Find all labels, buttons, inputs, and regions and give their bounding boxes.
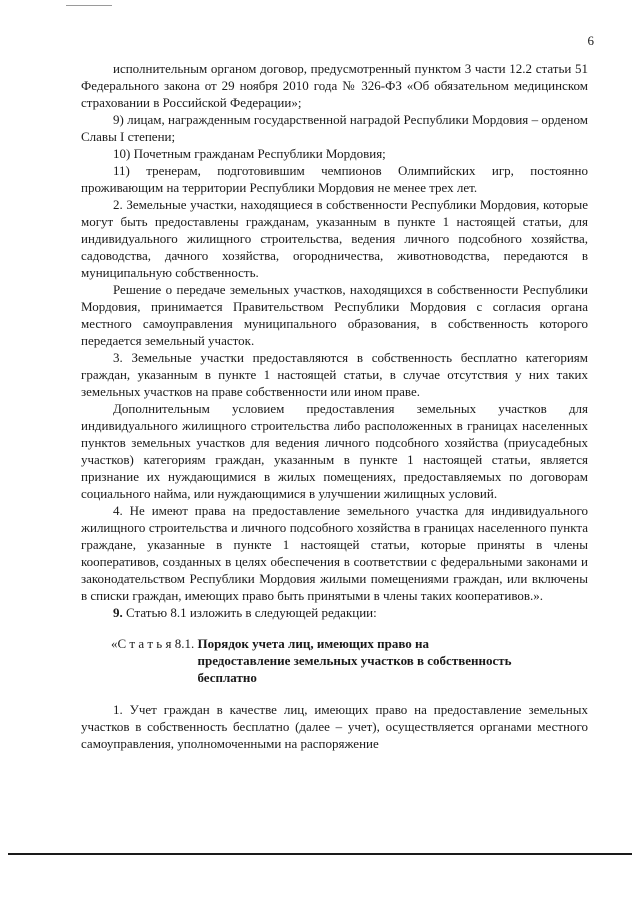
article-prefix: «С т а т ь я 8.1. xyxy=(111,636,198,651)
article-heading xyxy=(81,635,588,686)
paragraph-article-point-1: 1. Учет граждан в качестве лиц, имеющих право на предоставление земельных участков в собственность бесплатно (далее – учет), осуществляется органами местного самоуправления, уполномоченными на распоряжение xyxy=(81,702,588,751)
scan-artifact-bottom-line xyxy=(8,853,632,855)
amendment-number: 9. xyxy=(113,605,123,620)
paragraph-point-3: 3. Земельные участки предоставляются в собственность бесплатно категориям граждан, указанным в пункте 1 настоящей статьи, в случае отсутствия у них таких земельных участков на праве собственности или ином праве. xyxy=(81,350,588,399)
paragraph-item-9: 9) лицам, награжденным государственной наградой Республики Мордовия – орденом Славы I степени; xyxy=(81,112,588,144)
article-title-line: предоставление земельных участков в собственность xyxy=(197,653,512,668)
article-title-line: бесплатно xyxy=(197,670,257,685)
paragraph-continuation: исполнительным органом договор, предусмотренный пунктом 3 части 12.2 статьи 51 Федерального закона от 29 ноября 2010 года № 326-ФЗ «Об обязательном медицинском страховании в Российской Федерации»; xyxy=(81,61,588,110)
page-number: 6 xyxy=(587,33,594,48)
paragraph-item-11: 11) тренерам, подготовившим чемпионов Олимпийских игр, постоянно проживающим на территории Республики Мордовия не менее трех лет. xyxy=(81,163,588,195)
paragraph-item-10: 10) Почетным гражданам Республики Мордовия; xyxy=(113,146,386,161)
amendment-instruction xyxy=(81,604,588,621)
article-title xyxy=(197,635,588,686)
paragraph-transfer-decision: Решение о передаче земельных участков, находящихся в собственности Республики Мордовия, принимается Правительством Республики Мордовия с согласия органа местного самоуправления муниципального образования, в собственность которого передается земельный участок. xyxy=(81,282,588,348)
scan-artifact-top-line xyxy=(66,5,112,6)
paragraph-additional-condition: Дополнительным условием предоставления земельных участков для индивидуального жилищного строительства либо расположенных в границах населенных пунктов земельных участков для ведения личного подсобного хозяйства (приусадебных участков) категориям граждан, указанным в пункте 1 настоящей статьи, является признание их нуждающимися в жилых помещениях, предоставляемых по договорам социального найма, или нуждающимися в улучшении жилищных условий. xyxy=(81,401,588,501)
amendment-text: Статью 8.1 изложить в следующей редакции: xyxy=(122,605,377,620)
paragraph-point-2: 2. Земельные участки, находящиеся в собственности Республики Мордовия, которые могут быть предоставлены гражданам, указанным в пункте 1 настоящей статьи, для индивидуального жилищного строительства, ведения личного подсобного хозяйства, садоводства, дачного хозяйства, огородничества, животноводства, передаются в муниципальную собственность. xyxy=(81,197,588,280)
document-body xyxy=(81,60,588,752)
article-title-line: Порядок учета лиц, имеющих право на xyxy=(197,636,429,651)
paragraph-point-4: 4. Не имеют права на предоставление земельного участка для индивидуального жилищного строительства и личного подсобного хозяйства в границах населенного пункта граждане, указанные в пункте 1 настоящей статьи, которые приняты в члены кооперативов, созданных в целях обеспечения в соответствии с федеральными законами и законодательством Республики Мордовия жилыми помещениями граждан, или включены в списки граждан, имеющих право быть принятыми в члены таких кооперативов.». xyxy=(81,503,588,603)
